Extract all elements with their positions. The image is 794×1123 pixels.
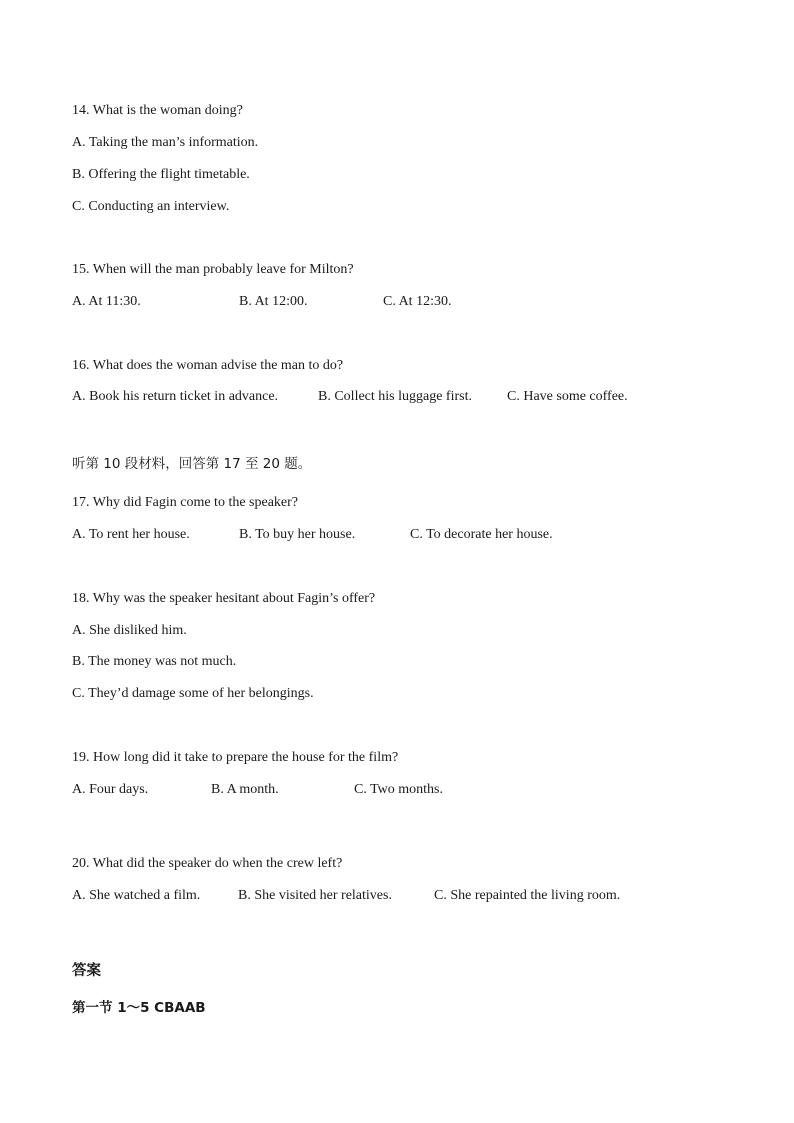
- answers-section-1: 第一节 1～5 CBAAB: [72, 1000, 206, 1016]
- question-15-option-a: A. At 11:30.: [72, 294, 141, 309]
- question-15-option-b: B. At 12:00.: [239, 294, 308, 309]
- question-18-option-b: B. The money was not much.: [72, 654, 237, 669]
- question-16-option-b: B. Collect his luggage first.: [318, 389, 472, 404]
- question-20-option-a: A. She watched a film.: [72, 888, 201, 903]
- question-14-option-c: C. Conducting an interview.: [72, 199, 230, 214]
- question-20-stem: 20. What did the speaker do when the crew left?: [72, 856, 343, 871]
- question-19-option-c: C. Two months.: [354, 782, 443, 797]
- question-15-stem: 15. When will the man probably leave for Milton?: [72, 262, 354, 277]
- question-18-option-c: C. They’d damage some of her belongings.: [72, 686, 314, 701]
- question-20-option-c: C. She repainted the living room.: [434, 888, 621, 903]
- answers-heading: 答案: [72, 963, 101, 979]
- question-16-option-c: C. Have some coffee.: [507, 389, 628, 404]
- question-16-option-a: A. Book his return ticket in advance.: [72, 389, 279, 404]
- question-17-option-c: C. To decorate her house.: [410, 527, 553, 542]
- question-14-option-b: B. Offering the flight timetable.: [72, 167, 250, 182]
- question-14-option-a: A. Taking the man’s information.: [72, 135, 259, 150]
- question-17-option-b: B. To buy her house.: [239, 527, 356, 542]
- question-19-option-a: A. Four days.: [72, 782, 149, 797]
- question-18-option-a: A. She disliked him.: [72, 623, 187, 638]
- question-15-option-c: C. At 12:30.: [383, 294, 452, 309]
- question-18-stem: 18. Why was the speaker hesitant about Fagin’s offer?: [72, 591, 376, 606]
- question-17-stem: 17. Why did Fagin come to the speaker?: [72, 495, 299, 510]
- question-16-stem: 16. What does the woman advise the man to do?: [72, 358, 344, 373]
- question-17-option-a: A. To rent her house.: [72, 527, 190, 542]
- question-20-option-b: B. She visited her relatives.: [238, 888, 392, 903]
- question-19-stem: 19. How long did it take to prepare the house for the film?: [72, 750, 399, 765]
- section-instruction: 听第 10 段材料，回答第 17 至 20 题。: [72, 456, 312, 472]
- question-19-option-b: B. A month.: [211, 782, 279, 797]
- question-14-stem: 14. What is the woman doing?: [72, 103, 243, 118]
